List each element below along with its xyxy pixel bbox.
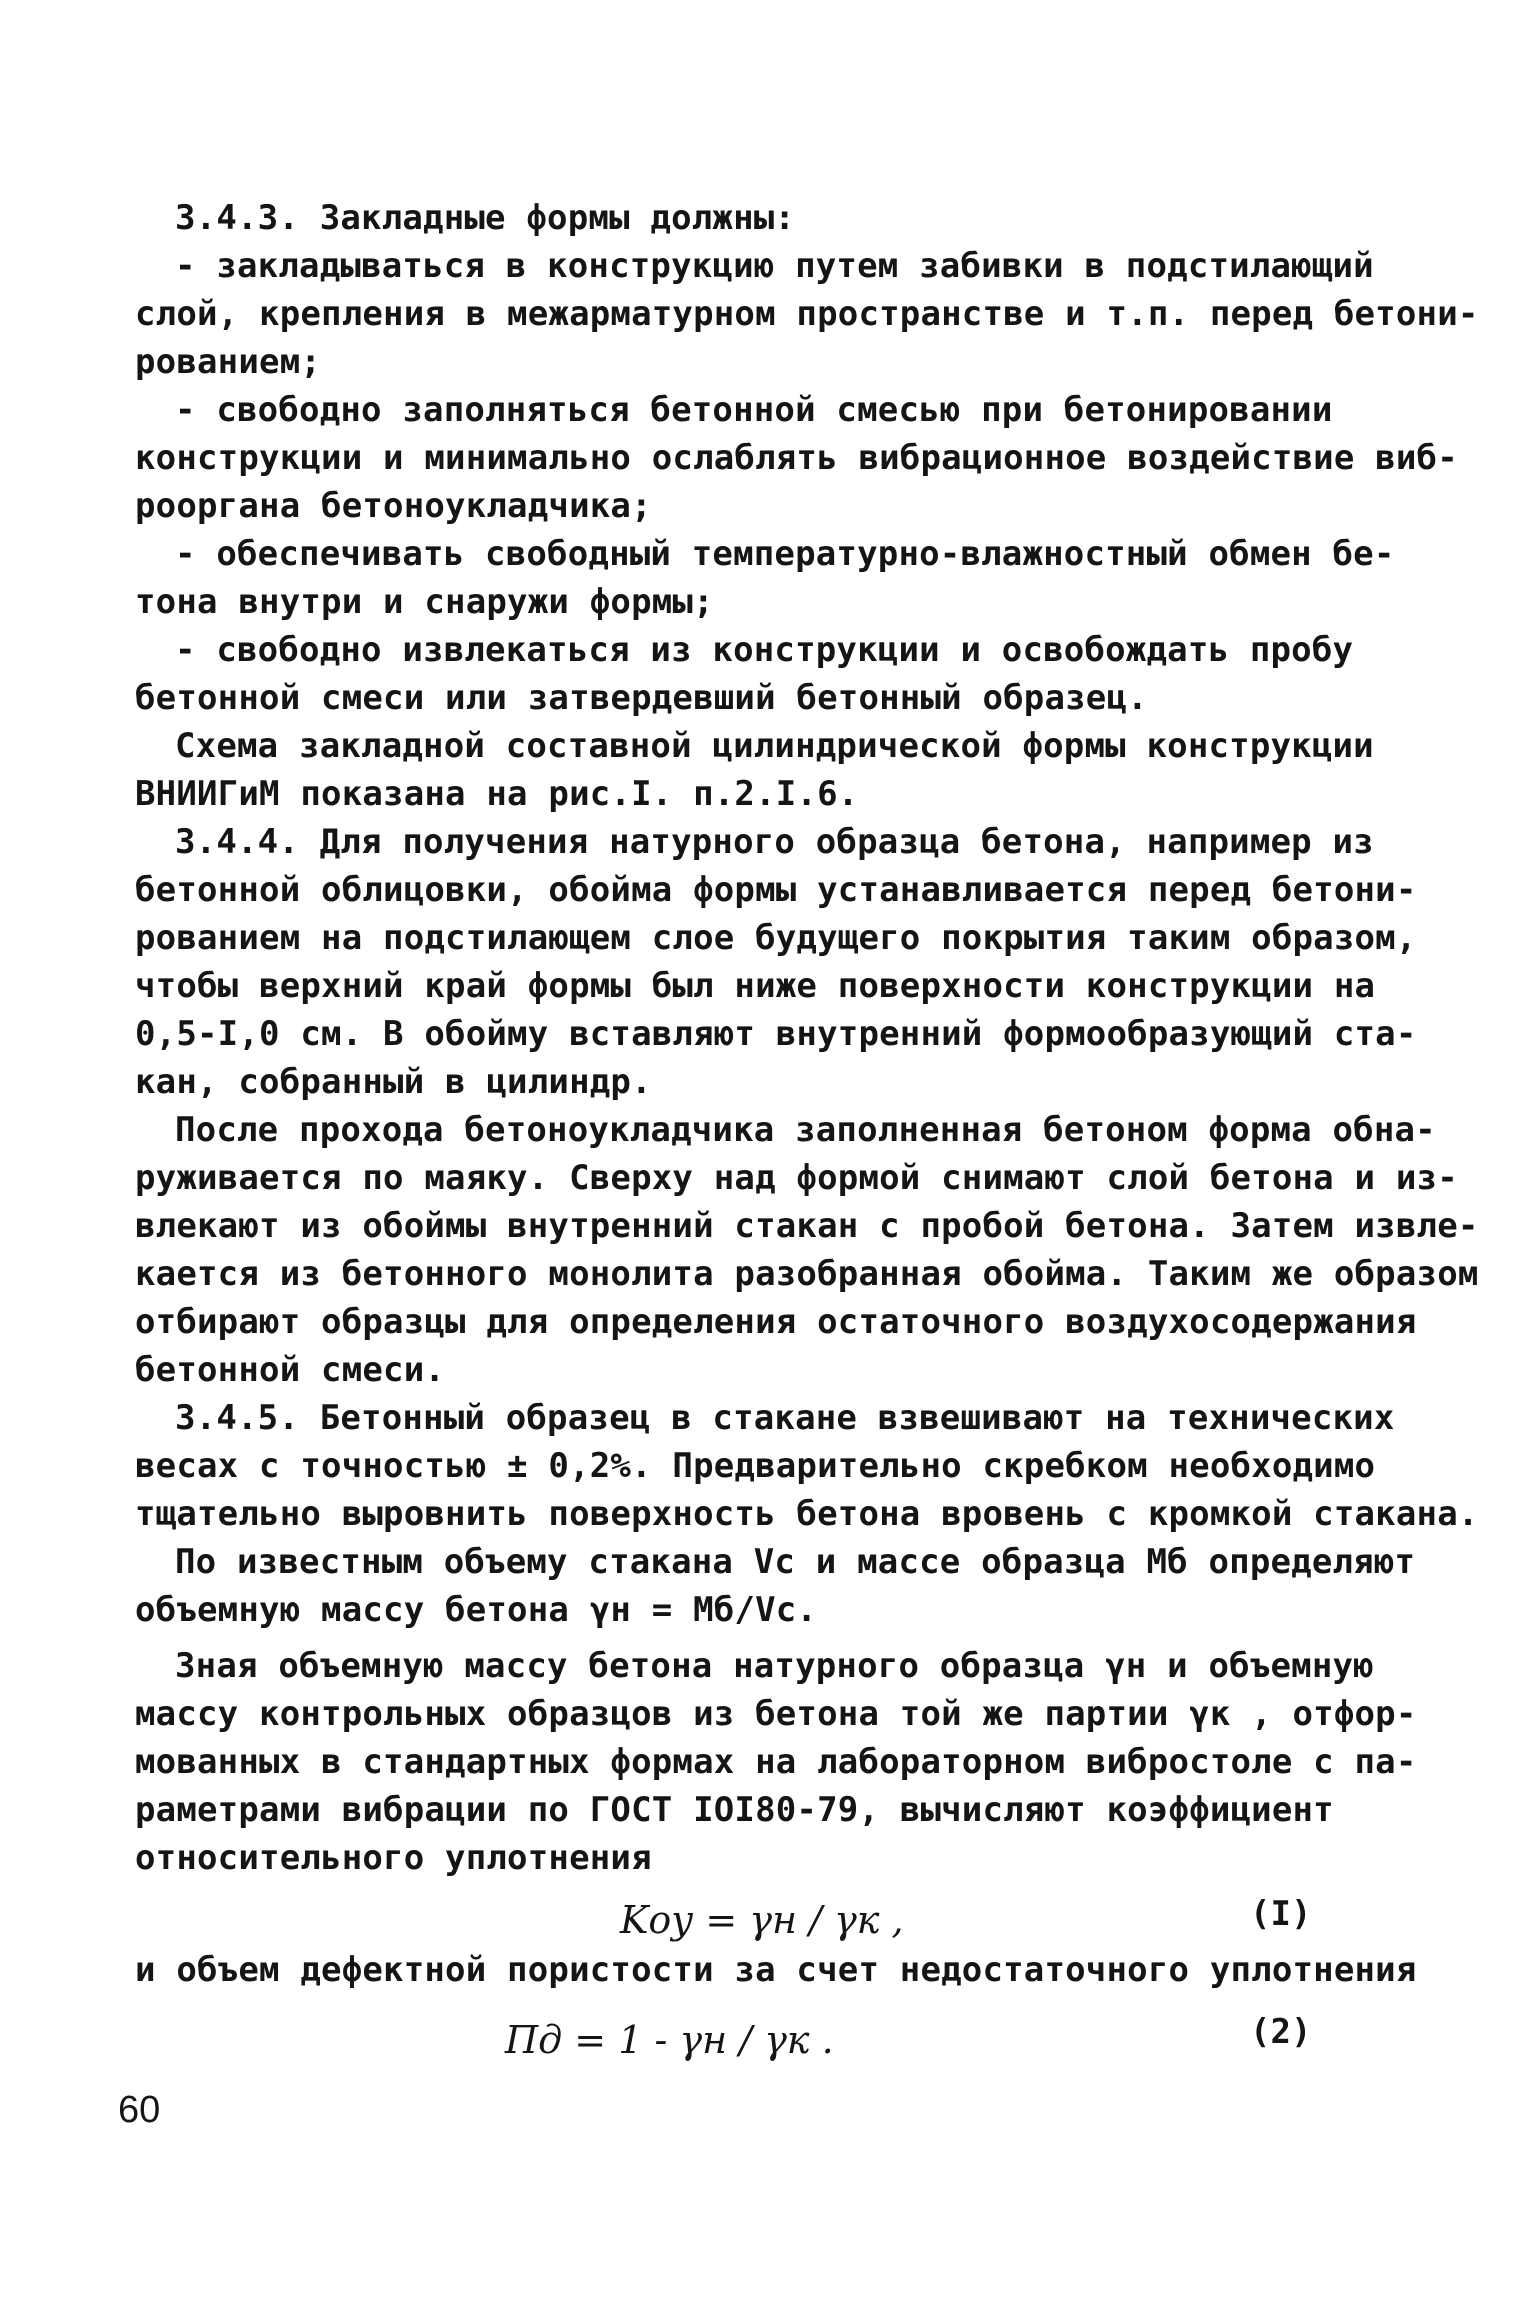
formula-defect-porosity: Пд = 1 - γн / γк . [505, 2018, 834, 2062]
text-line: Схема закладной составной цилиндрической формы конструкции [175, 726, 1374, 766]
text-line: бетонной смеси или затвердевший бетонный образец. [135, 678, 1148, 718]
text-line: руживается по маяку. Сверху над формой снимают слой бетона и из- [135, 1158, 1458, 1198]
text-line: рованием; [135, 342, 322, 382]
text-line: После прохода бетоноукладчика заполненная бетоном форма обна- [175, 1110, 1436, 1150]
text-line: отбирают образцы для определения остаточного воздухосодержания [135, 1302, 1417, 1342]
page-number: 60 [118, 2089, 161, 2131]
text-line: чтобы верхний край формы был ниже поверхности конструкции на [135, 966, 1376, 1006]
text-line: слой, крепления в межарматурном пространстве и т.п. перед бетони- [135, 294, 1479, 334]
text-line: тона внутри и снаружи формы; [135, 582, 714, 622]
equation-number-1: (I) [1250, 1894, 1312, 1934]
text-line: массу контрольных образцов из бетона той же партии γк , отфор- [135, 1694, 1417, 1734]
text-line: относительного уплотнения [135, 1838, 652, 1878]
text-line: объемную массу бетона γн = Mб/Vc. [135, 1590, 818, 1630]
text-line: рооргана бетоноукладчика; [135, 486, 652, 526]
text-line: бетонной смеси. [135, 1350, 446, 1390]
text-line: - свободно извлекаться из конструкции и освобождать пробу [175, 630, 1354, 670]
text-line: 0,5-I,0 см. В обойму вставляют внутренний формообразующий ста- [135, 1014, 1417, 1054]
text-line: раметрами вибрации по ГОСТ IOI80-79, вычисляют коэффициент [135, 1790, 1334, 1830]
text-line: кан, собранный в цилиндр. [135, 1062, 652, 1102]
text-line: тщательно выровнить поверхность бетона вровень с кромкой стакана. [135, 1494, 1479, 1534]
text-line: кается из бетонного монолита разобранная обойма. Таким же образом [135, 1254, 1479, 1294]
text-line: и объем дефектной пористости за счет недостаточного уплотнения [135, 1950, 1417, 1990]
text-line: 3.4.3. Закладные формы должны: [175, 198, 796, 238]
text-line: 3.4.5. Бетонный образец в стакане взвешивают на технических [175, 1398, 1395, 1438]
text-line: 3.4.4. Для получения натурного образца бетона, например из [175, 822, 1374, 862]
formula-compaction-coefficient: Kоу = γн / γк , [620, 1898, 904, 1942]
text-line: бетонной облицовки, обойма формы устанавливается перед бетони- [135, 870, 1417, 910]
text-line: весах с точностью ± 0,2%. Предварительно скребком необходимо [135, 1446, 1376, 1486]
text-line: ВНИИГиМ показана на рис.I. п.2.I.6. [135, 774, 859, 814]
text-line: - обеспечивать свободный температурно-влажностный обмен бе- [175, 534, 1395, 574]
text-line: - закладываться в конструкцию путем забивки в подстилающий [175, 246, 1374, 286]
text-line: рованием на подстилающем слое будущего покрытия таким образом, [135, 918, 1417, 958]
equation-number-2: (2) [1250, 2012, 1312, 2052]
text-line: - свободно заполняться бетонной смесью при бетонировании [175, 390, 1333, 430]
text-line: конструкции и минимально ослаблять вибрационное воздействие виб- [135, 438, 1458, 478]
text-line: Зная объемную массу бетона натурного образца γн и объемную [175, 1646, 1374, 1686]
text-line: мованных в стандартных формах на лабораторном вибростоле с па- [135, 1742, 1417, 1782]
text-line: По известным объему стакана Vc и массе образца Mб определяют [175, 1542, 1416, 1582]
text-line: влекают из обоймы внутренний стакан с пробой бетона. Затем извле- [135, 1206, 1479, 1246]
